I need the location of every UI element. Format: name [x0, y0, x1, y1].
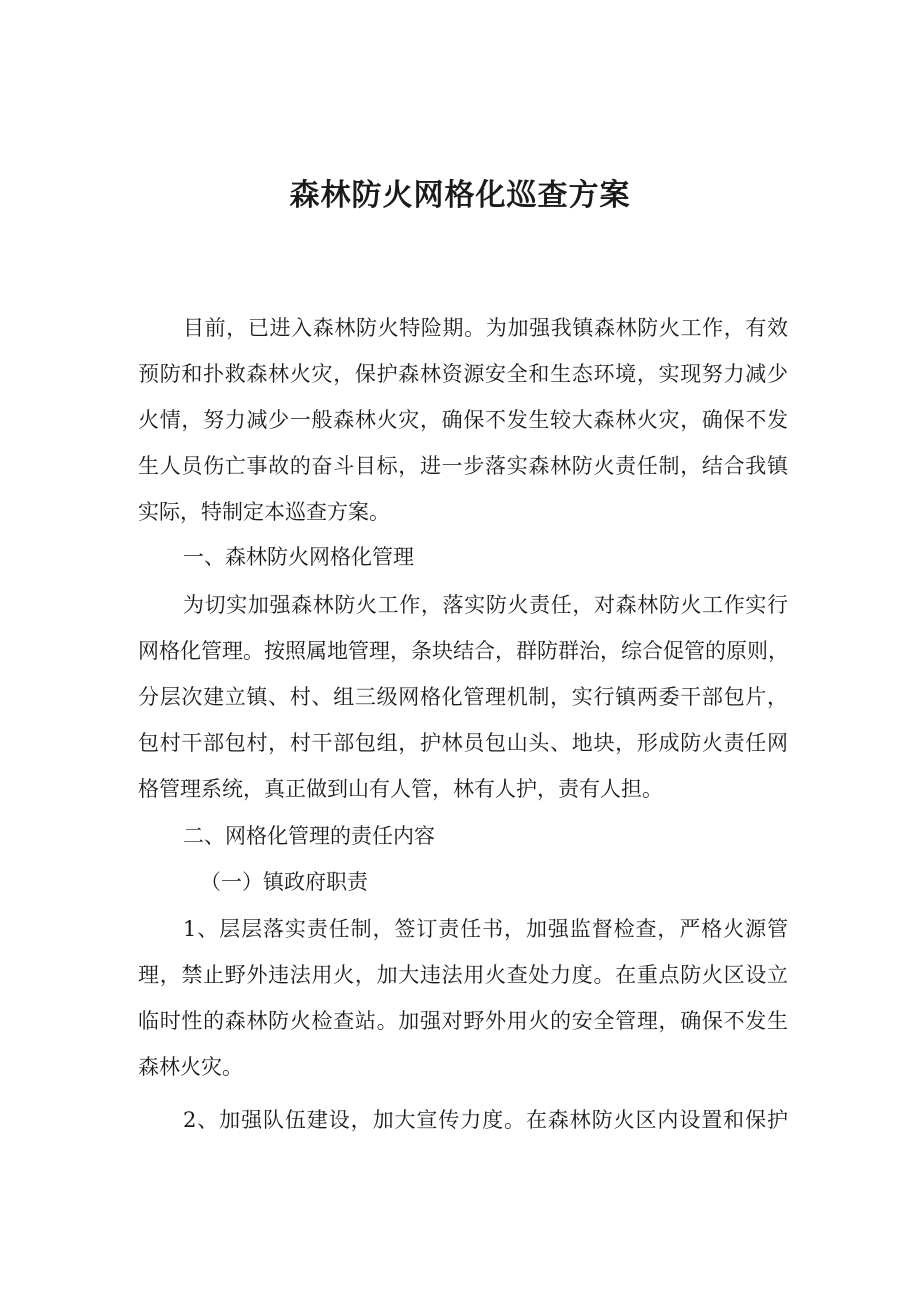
- section-1-line-4: 包村干部包村，村干部包组，护林员包山头、地块，形成防火责任网: [138, 731, 788, 755]
- item-1-line-3: 临时性的森林防火检查站。加强对野外用火的安全管理，确保不发生: [138, 1009, 788, 1033]
- document-title: 森林防火网格化巡查方案: [289, 178, 631, 213]
- section-1-line-1: 为切实加强森林防火工作，落实防火责任，对森林防火工作实行: [183, 593, 788, 617]
- item-1-line-2: 理，禁止野外违法用火，加大违法用火查处力度。在重点防火区设立: [138, 963, 788, 987]
- intro-line-5: 实际，特制定本巡查方案。: [138, 500, 390, 524]
- intro-line-4: 生人员伤亡事故的奋斗目标，进一步落实森林防火责任制，结合我镇: [138, 454, 788, 478]
- section-1-line-5: 格管理系统，真正做到山有人管，林有人护，责有人担。: [138, 777, 663, 801]
- item-1-line-1: 1、层层落实责任制，签订责任书，加强监督检查，严格火源管: [183, 917, 788, 941]
- section-heading-2: 二、网格化管理的责任内容: [183, 824, 435, 848]
- item-1-line-4: 森林火灾。: [138, 1055, 243, 1079]
- section-1-line-3: 分层次建立镇、村、组三级网格化管理机制，实行镇两委干部包片，: [138, 685, 788, 709]
- section-1-line-2: 网格化管理。按照属地管理，条块结合，群防群治，综合促管的原则，: [138, 639, 789, 663]
- intro-line-2: 预防和扑救森林火灾，保护森林资源安全和生态环境，实现努力减少: [138, 362, 788, 386]
- section-heading-1: 一、森林防火网格化管理: [183, 545, 414, 569]
- subsection-heading-1: （一）镇政府职责: [200, 870, 368, 894]
- intro-line-1: 目前，已进入森林防火特险期。为加强我镇森林防火工作，有效: [183, 316, 788, 340]
- intro-line-3: 火情，努力减少一般森林火灾，确保不发生较大森林火灾，确保不发: [138, 408, 788, 432]
- item-2-line-1: 2、加强队伍建设，加大宣传力度。在森林防火区内设置和保护: [183, 1108, 788, 1132]
